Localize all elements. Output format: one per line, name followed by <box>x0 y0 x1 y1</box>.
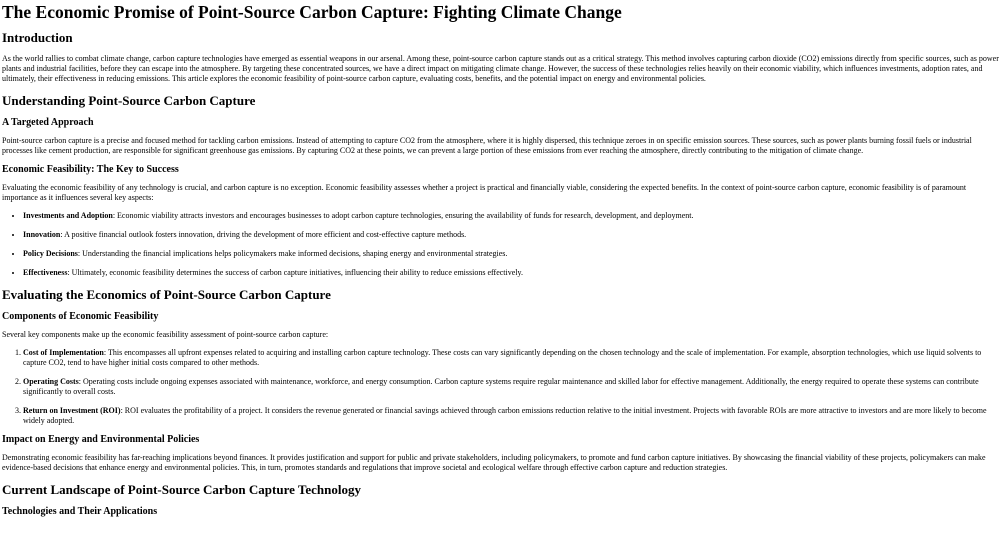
list-item-term: Effectiveness <box>23 268 68 277</box>
list-item <box>23 249 1003 259</box>
feasibility-aspects-list <box>2 211 1003 278</box>
economic-feasibility-heading: Economic Feasibility: The Key to Success <box>2 164 179 175</box>
list-item-desc: : Economic viability attracts investors and encourages businesses to adopt carbon capture technologies, ensuring the availability of funds for research, development, and deployment. <box>112 211 694 220</box>
targeted-approach-heading: A Targeted Approach <box>2 117 94 128</box>
list-item-term: Operating Costs <box>23 376 79 386</box>
impact-heading: Impact on Energy and Environmental Policies <box>2 433 200 445</box>
list-item <box>23 268 1003 278</box>
intro-paragraph: As the world rallies to combat climate change, carbon capture technologies have emerged as essential weapons in our arsenal. Among these, point-source carbon capture stands out as a critical strategy. This method involves capturing carbon dioxide (CO2) emissions directly from specific sources, such as power plants and industrial facilities, before they can escape into the atmosphere. By targeting these concentrated sources, we have a direct impact on mitigating climate change. However, the success of these technologies relies heavily on their economic viability, which influences investments, adoption rates, and ultimately, their effectiveness in reducing emissions. This article explores the economic feasibility of point-source carbon capture, evaluating costs, benefits, and the potential impact on energy and environmental policies. <box>2 54 999 84</box>
understanding-heading: Understanding Point-Source Carbon Capture <box>2 93 256 109</box>
economic-feasibility-paragraph: Evaluating the economic feasibility of any technology is crucial, and carbon capture is no exception. Economic feasibility assesses whether a project is practical and financially viable, considering the expected benefits. In the context of point-source carbon capture, economic feasibility is of paramount importance as it influences several key aspects: <box>2 183 967 202</box>
list-item <box>23 406 1003 426</box>
list-item <box>23 230 1003 240</box>
targeted-approach-paragraph: Point-source carbon capture is a precise and focused method for tackling carbon emissions. Instead of attempting to capture CO2 from the atmosphere, where it is highly dispersed, this technique zeroes in on specific emission sources. These sources, such as power plants burning fossil fuels or industrial processes like cement production, are responsible for significant greenhouse gas emissions. By capturing CO2 at these points, we can prevent a large portion of these emissions from ever reaching the atmosphere, directly contributing to the mitigation of climate change. <box>2 136 972 155</box>
list-item-desc: : Operating costs include ongoing expenses associated with maintenance, workforce, and energy consumption. Carbon capture systems require regular maintenance and skilled labor for effective management. Additionally, the energy required to operate these systems can contribute significantly to overall costs. <box>23 376 979 396</box>
components-heading: Components of Economic Feasibility <box>2 310 159 322</box>
list-item-term: Investments and Adoption <box>23 211 113 220</box>
landscape-heading: Current Landscape of Point-Source Carbon Capture Technology <box>2 481 361 497</box>
list-item-desc: : ROI evaluates the profitability of a project. It considers the revenue generated or financial savings achieved through carbon emissions reduction relative to the initial investment. Projects with favorable ROIs are more attractive to investors and are more likely to become widely adopted. <box>23 405 987 425</box>
list-item-desc: : This encompasses all upfront expenses related to acquiring and installing carbon capture technology. These costs can vary significantly depending on the chosen technology and the scale of implementation. For example, absorption technologies, which use liquid solvents to capture CO2, tend to have higher initial costs compared to other methods. <box>23 347 982 367</box>
list-item-desc: : A positive financial outlook fosters innovation, driving the development of more efficient and cost-effective capture methods. <box>60 230 467 239</box>
list-item <box>23 348 1003 368</box>
components-paragraph: Several key components make up the economic feasibility assessment of point-source carbon capture: <box>2 329 329 339</box>
list-item-term: Cost of Implementation <box>23 347 104 357</box>
list-item-desc: : Ultimately, economic feasibility determines the success of carbon capture initiatives, influencing their ability to reduce emissions effectively. <box>67 268 523 277</box>
technologies-heading: Technologies and Their Applications <box>2 505 158 517</box>
page-title: The Economic Promise of Point-Source Carbon Capture: Fighting Climate Change <box>2 2 622 22</box>
impact-paragraph: Demonstrating economic feasibility has far-reaching implications beyond finances. It provides justification and support for public and private stakeholders, including policymakers, to promote and fund carbon capture initiatives. By showcasing the financial viability of these projects, policymakers can make evidence-based decisions that enhance energy and environmental policies. This, in turn, promotes standards and regulations that improve societal and ecological welfare through effective carbon capture and reduction strategies. <box>2 452 986 472</box>
list-item-term: Return on Investment (ROI) <box>23 405 121 415</box>
intro-heading: Introduction <box>2 30 73 46</box>
evaluating-heading: Evaluating the Economics of Point-Source Carbon Capture <box>2 287 331 302</box>
list-item-term: Policy Decisions <box>23 249 78 258</box>
list-item-desc: : Understanding the financial implications helps policymakers make informed decisions, shaping energy and environmental strategies. <box>77 249 508 258</box>
list-item <box>23 377 1003 397</box>
list-item <box>23 211 1003 221</box>
list-item-term: Innovation <box>23 230 61 239</box>
components-list <box>2 348 1003 426</box>
